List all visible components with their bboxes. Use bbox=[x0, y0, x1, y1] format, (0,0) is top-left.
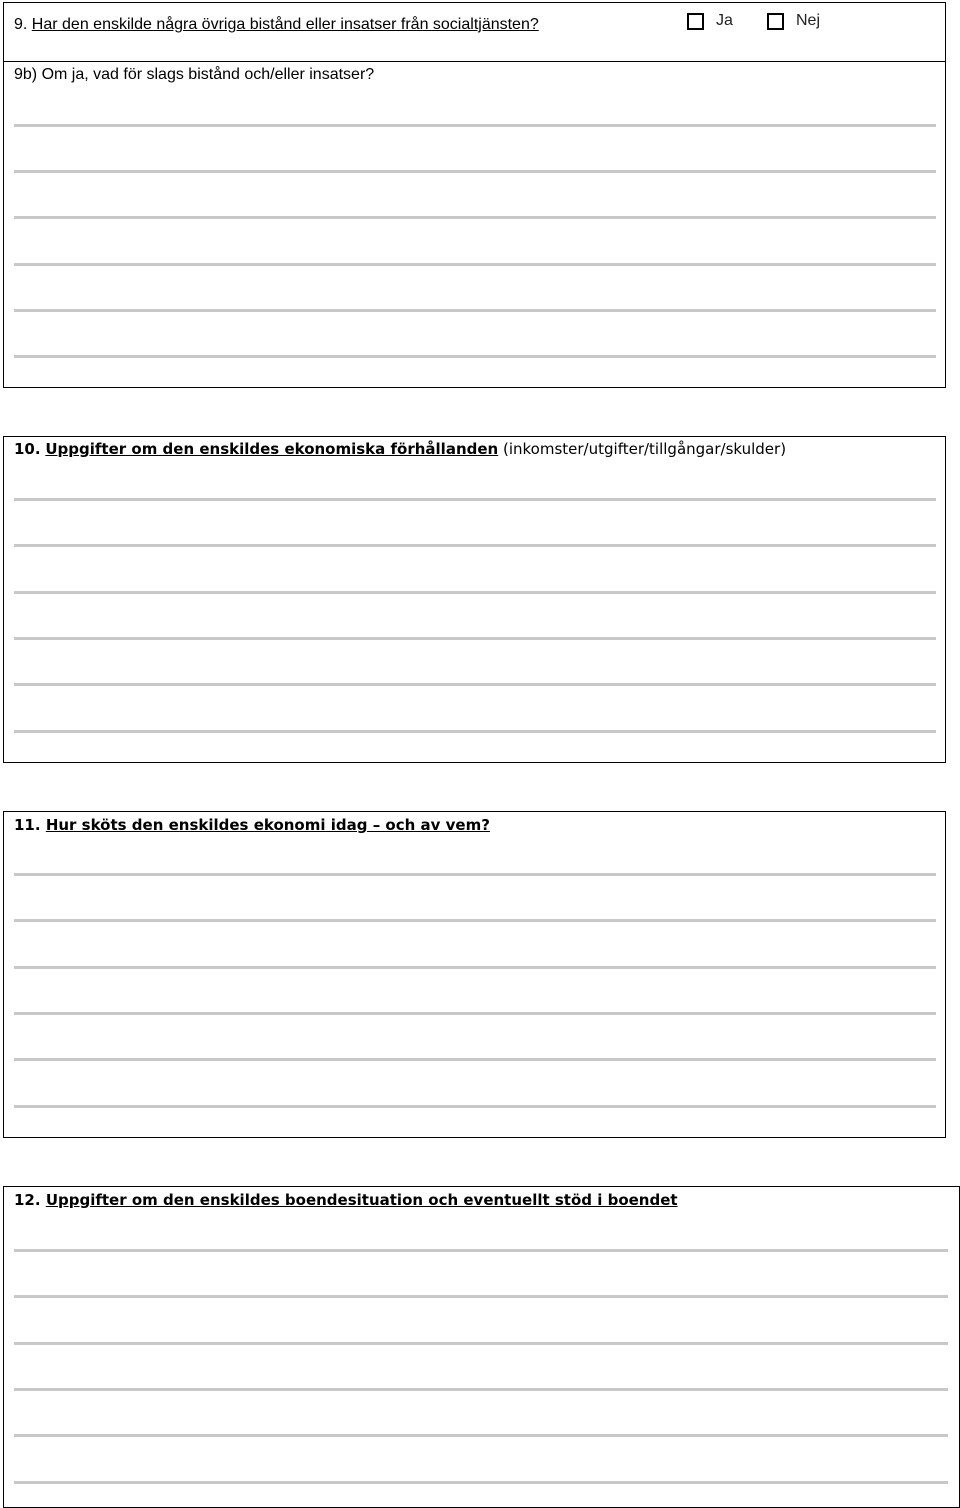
question-9b-title: 9b) Om ja, vad för slags bistånd och/eller insatser? bbox=[14, 66, 375, 83]
answer-line[interactable] bbox=[14, 498, 936, 501]
answer-line[interactable] bbox=[14, 1388, 948, 1391]
question-12-title bbox=[14, 1191, 678, 1209]
answer-line[interactable] bbox=[14, 1342, 948, 1345]
answer-line[interactable] bbox=[14, 216, 936, 219]
option-nej[interactable] bbox=[767, 12, 820, 30]
option-ja[interactable] bbox=[687, 12, 733, 30]
answer-line[interactable] bbox=[14, 170, 936, 173]
checkbox-ja[interactable] bbox=[687, 13, 704, 30]
question-11-title bbox=[14, 816, 490, 834]
answer-line[interactable] bbox=[14, 1105, 936, 1108]
question-9-title bbox=[14, 16, 539, 34]
question-12-box bbox=[3, 1186, 960, 1508]
answer-line[interactable] bbox=[14, 1058, 936, 1061]
answer-line[interactable] bbox=[14, 1295, 948, 1298]
question-10-text: Uppgifter om den enskildes ekonomiska förhållanden bbox=[45, 440, 499, 458]
answer-line[interactable] bbox=[14, 966, 936, 969]
question-10-suffix: (inkomster/utgifter/tillgångar/skulder) bbox=[503, 440, 787, 458]
question-9-divider bbox=[4, 61, 945, 62]
answer-line[interactable] bbox=[14, 1249, 948, 1252]
answer-line[interactable] bbox=[14, 919, 936, 922]
question-10-number: 10. bbox=[14, 440, 41, 458]
answer-line[interactable] bbox=[14, 355, 936, 358]
answer-line[interactable] bbox=[14, 683, 936, 686]
answer-line[interactable] bbox=[14, 309, 936, 312]
answer-line[interactable] bbox=[14, 1434, 948, 1437]
question-9-box bbox=[3, 2, 946, 388]
option-nej-label: Nej bbox=[796, 12, 821, 29]
question-10-box bbox=[3, 436, 946, 763]
answer-line[interactable] bbox=[14, 637, 936, 640]
answer-line[interactable] bbox=[14, 263, 936, 266]
answer-line[interactable] bbox=[14, 873, 936, 876]
question-11-number: 11. bbox=[14, 816, 41, 834]
answer-line[interactable] bbox=[14, 591, 936, 594]
answer-line[interactable] bbox=[14, 124, 936, 127]
question-11-box bbox=[3, 811, 946, 1138]
answer-line[interactable] bbox=[14, 1481, 948, 1484]
question-12-text: Uppgifter om den enskildes boendesituation och eventuellt stöd i boendet bbox=[45, 1191, 678, 1209]
question-10-title bbox=[14, 440, 786, 458]
answer-line[interactable] bbox=[14, 730, 936, 733]
question-11-text: Hur sköts den enskildes ekonomi idag – och av vem? bbox=[45, 816, 490, 834]
question-9-number: 9. bbox=[14, 16, 28, 33]
question-9-text: Har den enskilde några övriga bistånd eller insatser från socialtjänsten? bbox=[31, 16, 539, 33]
question-12-number: 12. bbox=[14, 1191, 41, 1209]
answer-line[interactable] bbox=[14, 1012, 936, 1015]
option-ja-label: Ja bbox=[716, 12, 733, 29]
checkbox-nej[interactable] bbox=[767, 13, 784, 30]
answer-line[interactable] bbox=[14, 544, 936, 547]
